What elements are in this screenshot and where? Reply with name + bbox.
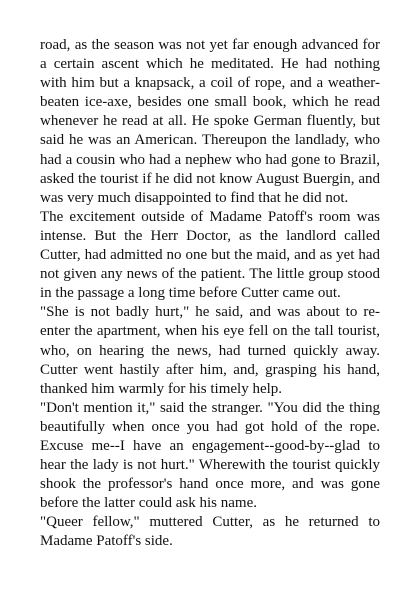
paragraph-3: "She is not badly hurt," he said, and was about to re-enter the apartment, when his eye fell on the tall tourist, who, on hearing the news, had turned quickly away. Cutter went hastily after him, and, grasping his hand, thanked him warmly for his timely help.: [40, 304, 380, 397]
paragraph-5: "Queer fellow," muttered Cutter, as he returned to Madame Patoff's side.: [40, 514, 380, 550]
paragraph-2: The excitement outside of Madame Patoff's room was intense. But the Herr Doctor, as the landlord called Cutter, had admitted no one but the maid, and as yet had not given any news of the patient. The little group stood in the passage a long time before Cutter came out.: [40, 208, 380, 302]
paragraph-1: road, as the season was not yet far enough advanced for a certain ascent which he meditated. He had nothing with him but a knapsack, a coil of rope, and a weather-beaten ice-axe, besides one small book, which he read whenever he read at all. He spoke German fluently, but said he was an American. Thereupon the landlady, who had a cousin who had a nephew who had gone to Brazil, asked the tourist if he did not know August Buergin, and was very much disappointed to find that he did not.: [40, 37, 380, 206]
page-text: [40, 36, 380, 552]
paragraph-4: "Don't mention it," said the stranger. "You did the thing beautifully when once you had got hold of the rope. Excuse me--I have an engagement--good-by--glad to hear the lady is not hurt." Wherewith the tourist quickly shook the professor's hand once more, and was gone before the latter could ask his name.: [40, 399, 380, 512]
